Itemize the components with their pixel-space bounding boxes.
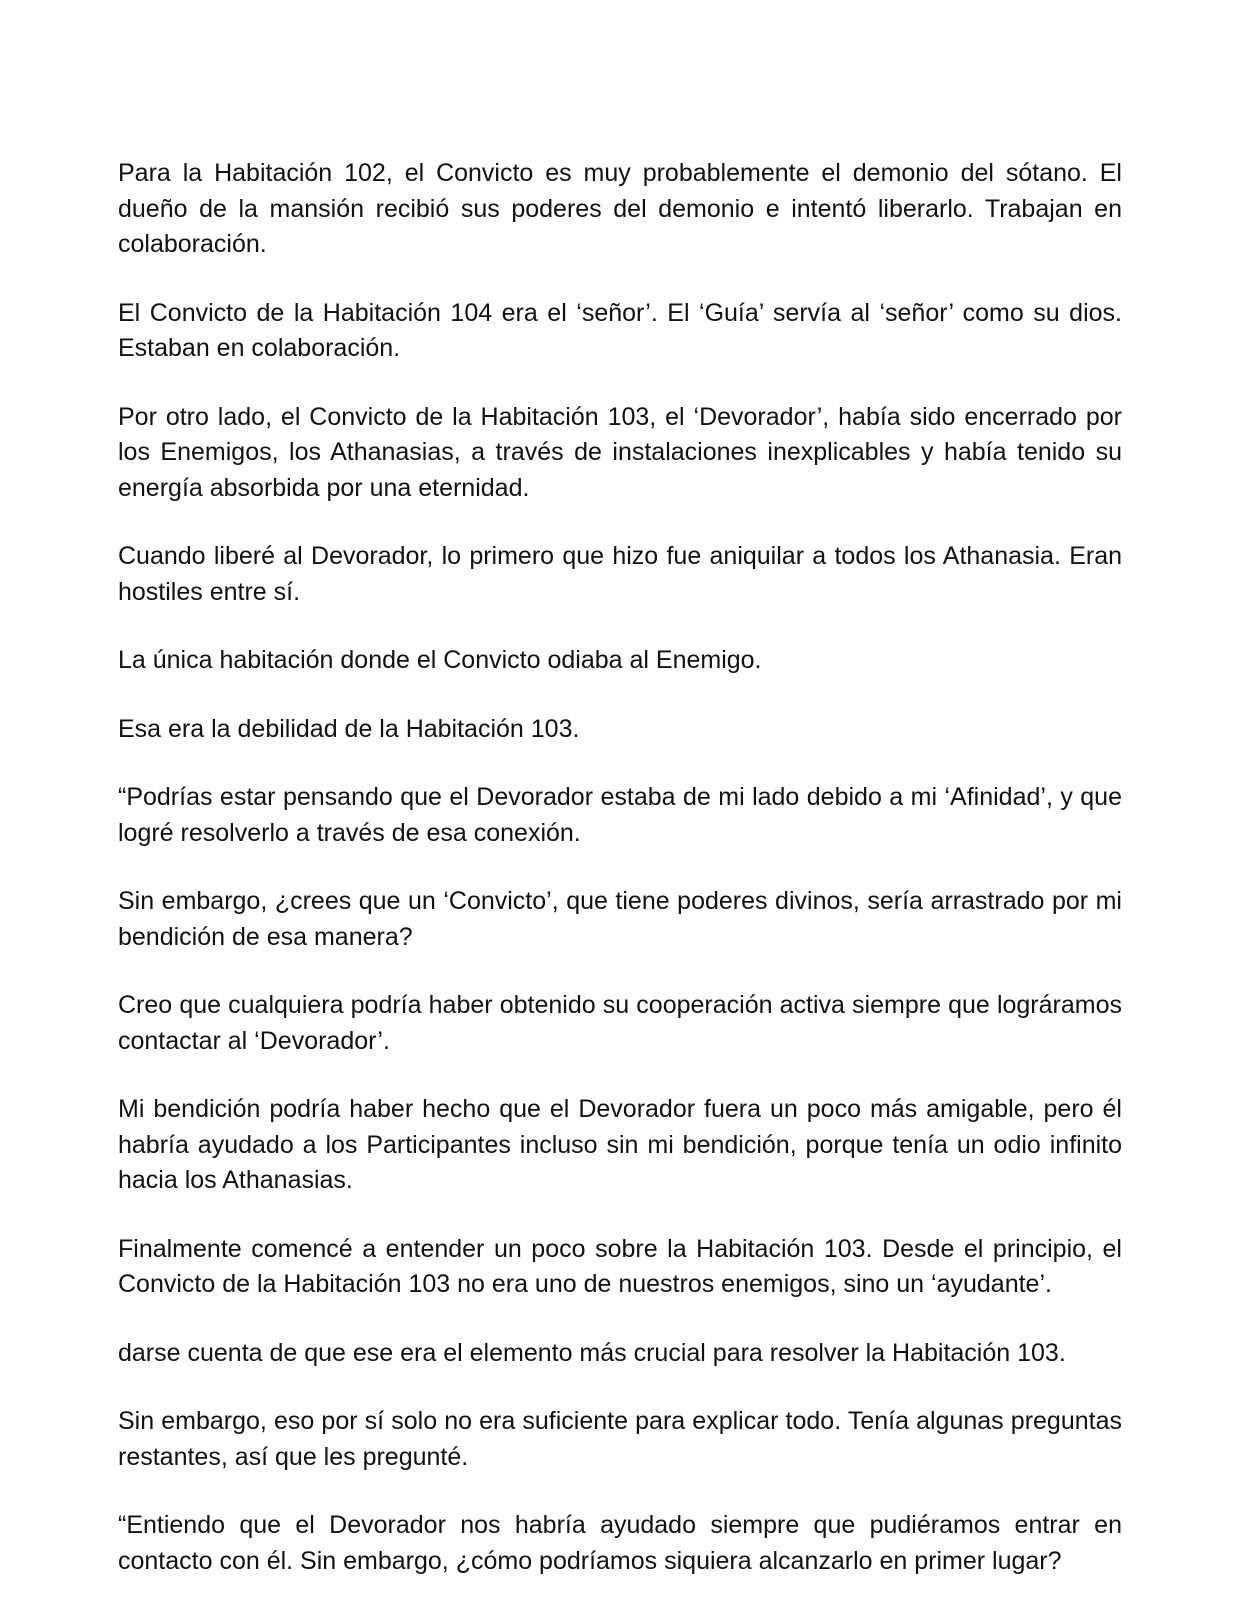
paragraph-12: darse cuenta de que ese era el elemento más crucial para resolver la Habitación 103.	[118, 1338, 1066, 1367]
paragraph-2: El Convicto de la Habitación 104 era el ‘señor’. El ‘Guía’ servía al ‘señor’ como su dios. Estaban en colaboración.	[118, 298, 1122, 362]
paragraph-11: Finalmente comencé a entender un poco sobre la Habitación 103. Desde el principio, el Convicto de la Habitación 103 no era uno de nuestros enemigos, sino un ‘ayudante’.	[118, 1234, 1122, 1298]
paragraph-4: Cuando liberé al Devorador, lo primero que hizo fue aniquilar a todos los Athanasia. Eran hostiles entre sí.	[118, 542, 1122, 606]
paragraph-10: Mi bendición podría haber hecho que el Devorador fuera un poco más amigable, pero él habría ayudado a los Participantes incluso sin mi bendición, porque tenía un odio infinito hacia los Athanasias.	[118, 1095, 1122, 1194]
document-body	[118, 156, 1122, 1612]
paragraph-3: Por otro lado, el Convicto de la Habitación 103, el ‘Devorador’, había sido encerrado por los Enemigos, los Athanasias, a través de instalaciones inexplicables y había tenido su energía absorbida por una eternidad.	[118, 402, 1122, 502]
paragraph-6: Esa era la debilidad de la Habitación 103.	[118, 714, 580, 743]
paragraph-5: La única habitación donde el Convicto odiaba al Enemigo.	[118, 646, 762, 674]
paragraph-7: “Podrías estar pensando que el Devorador estaba de mi lado debido a mi ‘Afinidad’, y que logré resolverlo a través de esa conexión.	[118, 783, 1122, 847]
paragraph-8: Sin embargo, ¿crees que un ‘Convicto’, que tiene poderes divinos, sería arrastrado por mi bendición de esa manera?	[118, 887, 1122, 951]
paragraph-13: Sin embargo, eso por sí solo no era suficiente para explicar todo. Tenía algunas preguntas restantes, así que les pregunté.	[118, 1407, 1122, 1471]
paragraph-1: Para la Habitación 102, el Convicto es muy probablemente el demonio del sótano. El dueño de la mansión recibió sus poderes del demonio e intentó liberarlo. Trabajan en colaboración.	[118, 159, 1122, 258]
paragraph-9: Creo que cualquiera podría haber obtenido su cooperación activa siempre que lográramos contactar al ‘Devorador’.	[118, 991, 1122, 1055]
paragraph-14: “Entiendo que el Devorador nos habría ayudado siempre que pudiéramos entrar en contacto con él. Sin embargo, ¿cómo podríamos siquiera alcanzarlo en primer lugar?	[118, 1511, 1122, 1575]
